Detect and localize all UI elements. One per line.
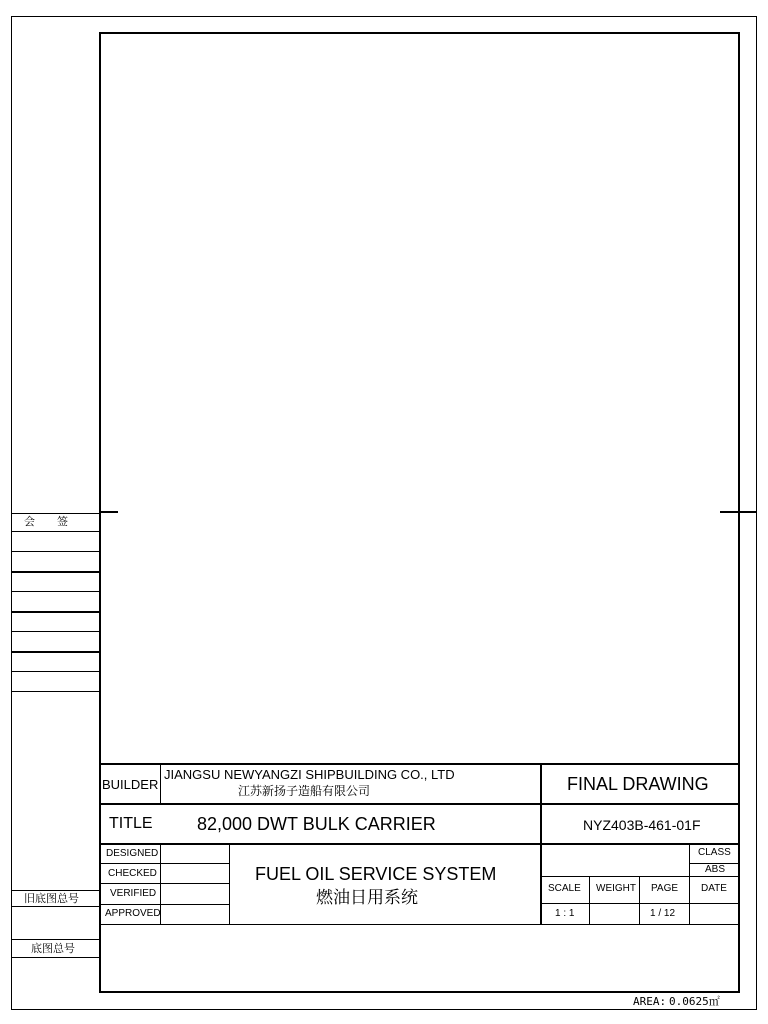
title-label: TITLE xyxy=(109,815,153,832)
date-label: DATE xyxy=(701,883,727,894)
scale-value: 1 : 1 xyxy=(555,908,575,919)
designed-label: DESIGNED xyxy=(106,848,159,859)
drawing-title-chinese: 燃油日用系统 xyxy=(316,888,418,908)
drawing-stage: FINAL DRAWING xyxy=(567,774,709,794)
center-mark-left xyxy=(99,511,118,513)
checked-label: CHECKED xyxy=(108,868,157,879)
area-value: 0.0625㎡ xyxy=(669,995,720,1008)
drawing-title-english: FUEL OIL SERVICE SYSTEM xyxy=(255,864,497,884)
base-drawing-number-label: 底图总号 xyxy=(31,942,75,955)
page-value: 1 / 12 xyxy=(650,908,676,919)
approved-label: APPROVED xyxy=(105,908,161,919)
countersign-label: 会 签 xyxy=(24,515,68,528)
builder-name-english: JIANGSU NEWYANGZI SHIPBUILDING CO., LTD xyxy=(164,767,455,782)
builder-label: BUILDER xyxy=(102,777,159,792)
center-mark-right xyxy=(720,511,757,513)
project-name: 82,000 DWT BULK CARRIER xyxy=(197,814,436,834)
verified-label: VERIFIED xyxy=(110,888,157,899)
class-value: ABS xyxy=(705,864,726,875)
scale-label: SCALE xyxy=(548,883,581,894)
inner-frame xyxy=(99,32,740,993)
drawing-number: NYZ403B-461-01F xyxy=(583,817,701,833)
old-base-drawing-number-label: 旧底图总号 xyxy=(24,892,79,905)
builder-name-chinese: 江苏新扬子造船有限公司 xyxy=(238,784,371,798)
class-label: CLASS xyxy=(698,847,731,858)
weight-label: WEIGHT xyxy=(596,883,636,894)
page-label: PAGE xyxy=(651,883,679,894)
area-label: AREA: xyxy=(633,995,667,1008)
